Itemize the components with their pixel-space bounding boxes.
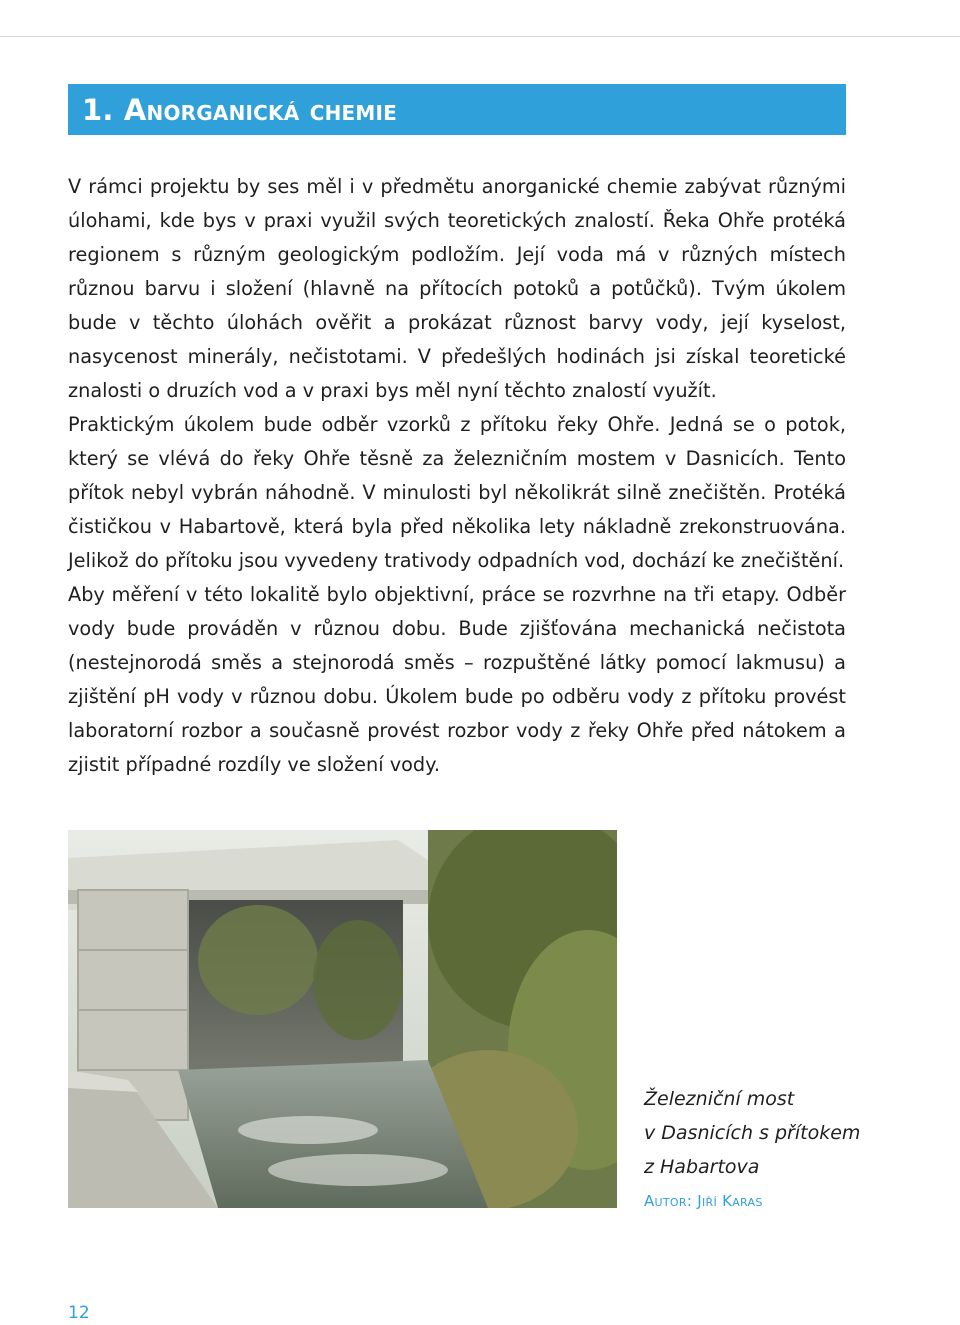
photo-caption xyxy=(644,1082,934,1184)
photo-author: Autor: Jiří Karas xyxy=(644,1192,763,1210)
caption-line-2: v Dasnicích s přítokem xyxy=(644,1122,861,1144)
paragraph-1: V rámci projektu by ses měl i v předmětu anorganické chemie zabývat různými úlohami, kde bys v praxi využil svých teoretických znalostí. Řeka Ohře protéká regionem s různým geologickým podložím. Její voda má v různých místech různou barvu i složení (hlavně na přítocích potoků a potůčků). Tvým úkolem bude v těchto úlohách ověřit a prokázat různost barvy vody, její kyselost, nasycenost minerály, nečistotami. V předešlých hodinách jsi získal teoretické znalosti o druzích vod a v praxi bys měl nyní těchto znalostí využít. xyxy=(68,175,846,402)
caption-line-3: z Habartova xyxy=(644,1156,760,1178)
paragraph-2: Praktickým úkolem bude odběr vzorků z přítoku řeky Ohře. Jedná se o potok, který se vlévá do řeky Ohře těsně za železničním mostem v Dasnicích. Tento přítok nebyl vybrán náhodně. V minulosti byl několikrát silně znečištěn. Protéká čističkou v Habartově, která byla před několika lety nákladně zrekonstruována. Jelikož do přítoku jsou vyvedeny trativody odpadních vod, dochází ke znečištění. xyxy=(68,413,846,572)
page-number: 12 xyxy=(68,1303,90,1323)
caption-line-1: Železniční most xyxy=(644,1088,795,1110)
body-text xyxy=(68,170,846,782)
chapter-heading: 1. Anorganická chemie xyxy=(82,92,397,127)
paragraph-3: Aby měření v této lokalitě bylo objektivní, práce se rozvrhne na tři etapy. Odběr vody bude prováděn v různou dobu. Bude zjišťována mechanická nečistota (nestejnorodá směs a stejnorodá směs – rozpuštěné látky pomocí lakmusu) a zjištění pH vody v různou dobu. Úkolem bude po odběru vody z přítoku provést laboratorní rozbor a současně provést rozbor vody z řeky Ohře před nátokem a zjistit případné rozdíly ve složení vody. xyxy=(68,583,846,776)
chapter-heading-bar xyxy=(68,84,846,135)
bridge-photo xyxy=(68,830,617,1208)
header-rule xyxy=(0,0,960,37)
